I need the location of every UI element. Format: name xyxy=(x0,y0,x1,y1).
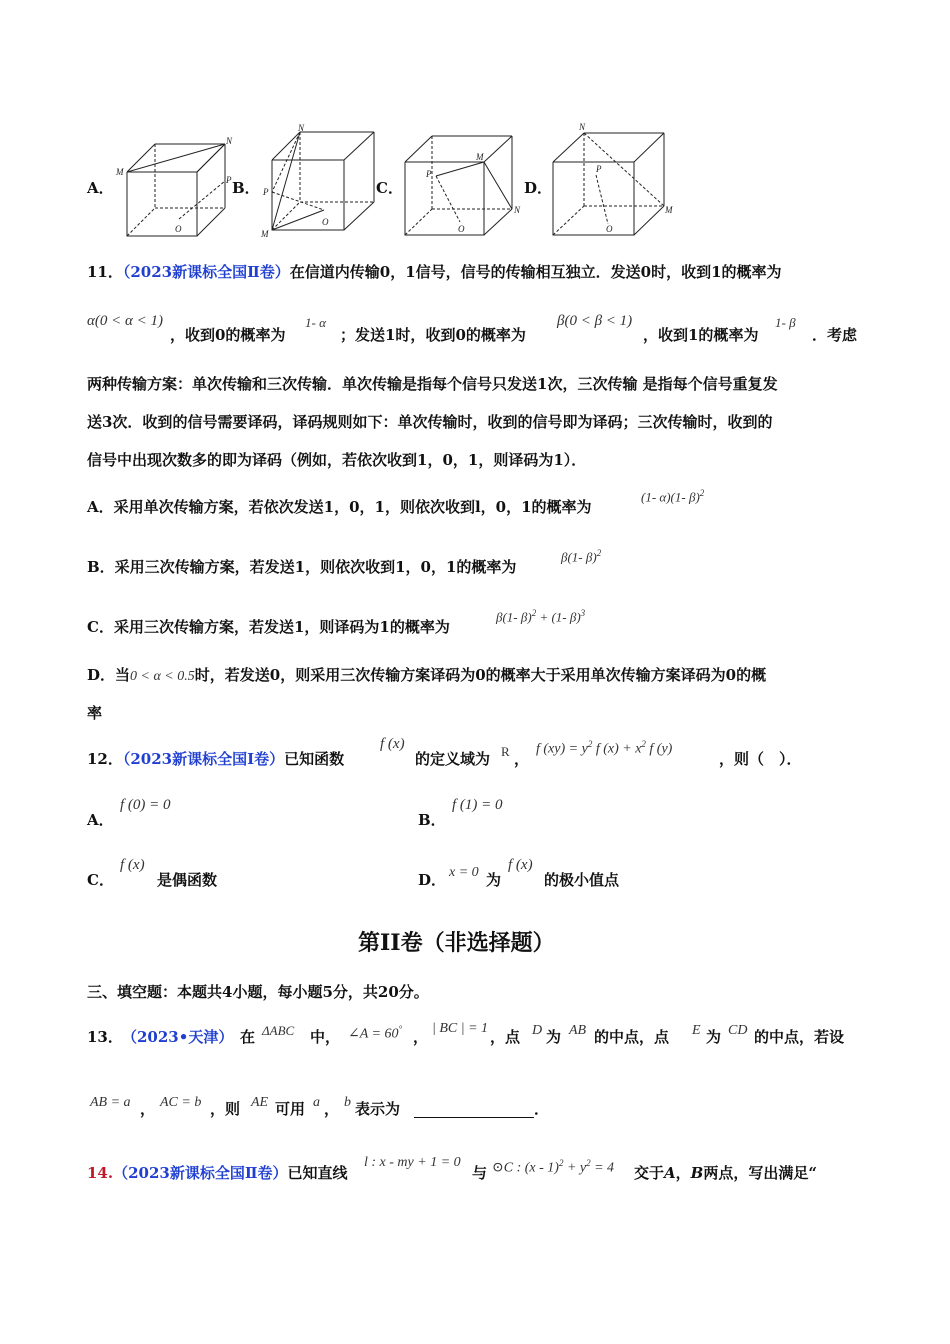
q13-math-ab-a: AB = a xyxy=(90,1095,131,1110)
q11-option-d-cont: 率 xyxy=(87,704,103,722)
q11-math-alpha: α(0 < α < 1) xyxy=(87,313,163,329)
q12-stem: 12．（2023新课标全国Ⅰ卷）已知函数 xyxy=(87,750,345,768)
q12-option-d-text2: 的极小值点 xyxy=(544,871,620,889)
q13-math-d: D xyxy=(532,1023,543,1038)
q11-send1: ；发送1时，收到0的概率为 xyxy=(340,326,526,344)
q14-and: 与 xyxy=(472,1164,488,1182)
q13-math-b: b xyxy=(344,1095,351,1110)
q14-source[interactable]: （2023新课标全国Ⅱ卷） xyxy=(113,1164,288,1182)
svg-text:N: N xyxy=(298,123,305,133)
q14-stem: 14.（2023新课标全国Ⅱ卷）已知直线 xyxy=(87,1164,348,1182)
q11-option-a[interactable]: A．采用单次传输方案，若依次发送1，0，1，则依次收到l，0，1的概率为 xyxy=(87,498,592,516)
q12-option-b-label[interactable]: B． xyxy=(418,811,446,829)
q11-option-d[interactable]: D．当0 < α < 0.5时，若发送0，则采用三次传输方案译码为0的概率大于采用单次传输方案译码为0的概 xyxy=(87,666,767,684)
svg-text:N: N xyxy=(579,122,586,132)
q12-option-d-math1: x = 0 xyxy=(449,865,479,880)
q13-midpoint1: 的中点，点 xyxy=(594,1028,670,1046)
q14-number: 14. xyxy=(87,1164,114,1182)
q12-option-d-text1: 为 xyxy=(486,871,502,889)
q11-stem-line3: 送3次．收到的信号需要译码，译码规则如下：单次传输时，收到的信号即为译码；三次传输时，收到的 xyxy=(87,413,773,431)
q13-in: 在 xyxy=(240,1028,256,1046)
q10-option-c-label[interactable]: C． xyxy=(376,179,403,197)
svg-text:P: P xyxy=(226,175,232,185)
svg-text:O: O xyxy=(458,224,465,234)
fill-in-heading: 三、填空题：本题共4小题，每小题5分，共20分。 xyxy=(87,983,429,1001)
q11-option-b-math: β(1- β)$^2$ xyxy=(561,548,602,565)
q13-math-ac-b: AC = b xyxy=(160,1095,202,1110)
svg-text:P: P xyxy=(426,169,432,179)
q13-math-angle: ∠A = 60° xyxy=(348,1024,403,1042)
q12-number: 12． xyxy=(87,750,123,768)
q10-option-b-label[interactable]: B． xyxy=(232,179,260,197)
q11-source[interactable]: （2023新课标全国Ⅱ卷） xyxy=(122,263,290,281)
q13-math-a: a xyxy=(313,1095,320,1110)
q11-stem-line4: 信号中出现次数多的即为译码（例如，若依次收到1，0，1，则译码为1）． xyxy=(87,451,587,469)
svg-text:M: M xyxy=(116,167,124,177)
q13-math-ae: AE xyxy=(251,1095,269,1110)
q12-option-c-label[interactable]: C． xyxy=(87,871,114,889)
q13-math-triangle: ΔABC xyxy=(262,1023,295,1038)
svg-text:P: P xyxy=(596,164,602,174)
q13-point-text: ，点 xyxy=(490,1028,521,1046)
q13-math-ab: AB xyxy=(569,1023,587,1038)
section-title: 第II卷（非选择题） xyxy=(358,930,555,956)
q11-option-c[interactable]: C．采用三次传输方案，若发送1，则译码为1的概率为 xyxy=(87,618,450,636)
q13-answer-blank[interactable] xyxy=(414,1103,534,1118)
svg-text:M: M xyxy=(261,229,269,239)
q14-rest: 交于A，B两点，写出满足“ xyxy=(634,1164,817,1182)
q12-domain-text: 的定义域为 xyxy=(415,750,491,768)
q13-express: 表示为 xyxy=(355,1100,401,1118)
q13-math-e: E xyxy=(692,1023,701,1038)
q14-math-line: l : x - my + 1 = 0 xyxy=(364,1155,461,1170)
q13-is2: 为 xyxy=(706,1028,722,1046)
q12-then: ，则（ ）． xyxy=(719,750,802,768)
q13-source[interactable]: （2023•天津） xyxy=(122,1028,234,1046)
q11-math-beta: β(0 < β < 1) xyxy=(557,313,633,329)
q11-option-a-math: (1- α)(1- β)$^2$ xyxy=(641,488,705,505)
q12-option-d-math2: f (x) xyxy=(508,857,533,873)
q12-math-r: R xyxy=(501,744,510,759)
q11-recv0: ，收到0的概率为 xyxy=(170,326,286,344)
q12-comma: ， xyxy=(514,750,530,768)
q10-figure-c xyxy=(400,132,521,240)
q10-figure-d xyxy=(548,120,678,240)
q13-then: ，则 xyxy=(210,1100,241,1118)
q13-math-bc: | BC | = 1 xyxy=(432,1021,489,1036)
q12-option-d-label[interactable]: D． xyxy=(418,871,447,889)
q11-option-b[interactable]: B．采用三次传输方案，若发送1，则依次收到1，0，1的概率为 xyxy=(87,558,517,576)
q13-use: 可用 xyxy=(275,1100,306,1118)
q13-midpoint2: 的中点，若设 xyxy=(754,1028,845,1046)
q12-option-c-text: 是偶函数 xyxy=(157,871,218,889)
q11-math-1-minus-alpha: 1- α xyxy=(305,315,326,330)
q14-math-circle: ⊙C : $(x - 1)^2 + y^2 = 4$ xyxy=(492,1158,615,1176)
q13-comma3: ， xyxy=(140,1100,156,1118)
q13-math-cd: CD xyxy=(728,1023,748,1038)
q12-option-a-label[interactable]: A． xyxy=(87,811,114,829)
svg-text:P: P xyxy=(263,187,269,197)
q11-number: 11． xyxy=(87,263,123,281)
q11-stem1: 在信道内传输0，1信号，信号的传输相互独立．发送0时，收到1的概率为 xyxy=(289,263,782,281)
q11-math-1-minus-beta: 1- β xyxy=(775,315,796,330)
q12-option-b-math: f (1) = 0 xyxy=(452,797,503,813)
q10-option-a-label[interactable]: A． xyxy=(87,179,114,197)
q12-option-c-math: f (x) xyxy=(120,857,145,873)
svg-text:O: O xyxy=(606,224,613,234)
q13-number: 13． xyxy=(87,1028,123,1046)
q13-comma1: ， xyxy=(413,1028,429,1046)
svg-text:N: N xyxy=(514,205,521,215)
q11-option-c-math: β(1- β)$^2$ + (1- β)$^3$ xyxy=(496,608,586,625)
q10-option-d-label[interactable]: D． xyxy=(524,179,553,197)
q12-math-fx: f (x) xyxy=(380,736,405,752)
q10-figure-b xyxy=(258,122,378,242)
q12-source[interactable]: （2023新课标全国Ⅰ卷） xyxy=(122,750,285,768)
q13-middle: 中， xyxy=(310,1028,341,1046)
q13-is1: 为 xyxy=(546,1028,562,1046)
q12-equation: f $(xy) = y^2$ f $(x) + x^2$ f (y) xyxy=(536,739,673,757)
q11-stem-line1 xyxy=(87,262,782,282)
svg-text:N: N xyxy=(226,136,233,146)
q11-consider: ．考虑 xyxy=(812,326,858,344)
svg-text:O: O xyxy=(175,224,182,234)
q13-answer-line[interactable]: ． xyxy=(414,1099,549,1119)
q12-option-a-math: f (0) = 0 xyxy=(120,797,171,813)
svg-text:M: M xyxy=(476,152,484,162)
q11-option-d-math: 0 < α < 0.5 xyxy=(130,669,195,684)
svg-text:O: O xyxy=(322,217,329,227)
q11-recv1: ，收到1的概率为 xyxy=(643,326,759,344)
q11-stem-line2: 两种传输方案：单次传输和三次传输．单次传输是指每个信号只发送1次，三次传输 是指每个信号重复发 xyxy=(87,375,778,393)
q10-figure-a xyxy=(113,135,238,240)
svg-text:M: M xyxy=(665,205,673,215)
q13-comma4: ， xyxy=(324,1100,340,1118)
